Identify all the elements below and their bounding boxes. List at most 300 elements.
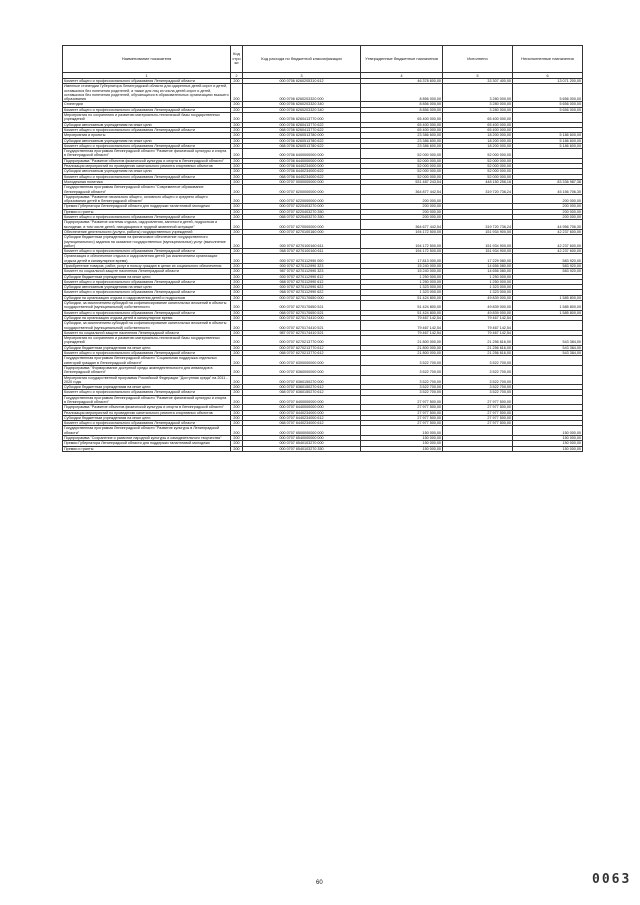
cell-unexecuted: 5 656 000,00 [513, 84, 583, 102]
cell-unexecuted: 42 237 600,00 [513, 235, 583, 249]
cell-approved: 52 000 000,00 [361, 174, 443, 179]
cell-executed: 65 400 000,00 [443, 122, 513, 127]
cell-unexecuted [513, 365, 583, 375]
cell-approved: 194 172 500,00 [361, 229, 443, 234]
table-row [63, 385, 583, 390]
cell-budget-code: 000 0707 6270213770 612 [243, 345, 361, 350]
cell-approved: 194 172 500,00 [361, 235, 443, 249]
table-row [63, 295, 583, 300]
cell-indicator-name: Премии Губернатора Ленинградской области для поддержки талантливой молодежи [63, 441, 231, 446]
cell-line-code: 200 [231, 285, 243, 290]
table-row [63, 185, 583, 195]
cell-budget-code: 000 0707 6360150270 000 [243, 375, 361, 385]
cell-budget-code: 000 0707 6500000000 000 [243, 426, 361, 436]
cell-budget-code: 000 0707 6270100160 611 [243, 235, 361, 249]
cell-unexecuted: 5 186 600,00 [513, 133, 583, 138]
cell-indicator-name: Субсидии бюджетным учреждениям на иные цели [63, 345, 231, 350]
cell-executed: 79 467 142,54 [443, 315, 513, 320]
cell-executed: 65 400 000,00 [443, 113, 513, 123]
cell-budget-code: 000 0707 6270112990 000 [243, 254, 361, 264]
cell-executed: 52 000 000,00 [443, 149, 513, 159]
cell-unexecuted [513, 356, 583, 366]
cell-budget-code: 000 0707 6200000000 000 [243, 185, 361, 195]
table-row [63, 279, 583, 284]
cell-line-code: 200 [231, 122, 243, 127]
table-row [63, 235, 583, 249]
cell-executed: 27 977 500,00 [443, 410, 513, 415]
cell-line-code: 200 [231, 138, 243, 143]
cell-executed: 21 256 616,00 [443, 351, 513, 356]
cell-executed: 3 522 700,00 [443, 385, 513, 390]
cell-line-code: 200 [231, 395, 243, 405]
cell-unexecuted: 5 656 000,00 [513, 102, 583, 107]
cell-budget-code: 000 0707 6540000000 000 [243, 436, 361, 441]
cell-budget-code: 987 0707 6270112990 323 [243, 269, 361, 274]
cell-indicator-name: Государственная программа Ленинградской области "Развитие культуры в Ленинградской области" [63, 426, 231, 436]
cell-executed: 14 656 080,00 [443, 269, 513, 274]
cell-executed: 49 839 000,00 [443, 301, 513, 311]
cell-approved: 150 000,00 [361, 446, 443, 451]
cell-indicator-name: Именные стипендии Губернатора Ленинградской области для одаренных детей-сирот и детей, оставшихся без попечения родителей, а также для лиц из числа детей-сирот и детей, оставшихся без попечения родителей, обучающихся в образовательных организациях высшего образования [64, 84, 229, 102]
cell-approved: 23 386 600,00 [361, 133, 443, 138]
table-row [63, 143, 583, 148]
cell-line-code: 200 [231, 269, 243, 274]
cell-executed: 319 720 736,24 [443, 220, 513, 230]
cell-indicator-name: Субсидии на организацию отдыха детей в каникулярное время [63, 315, 231, 320]
cell-line-code: 200 [231, 315, 243, 320]
cell-budget-code: 000 0706 6260513780 000 [243, 133, 361, 138]
cell-unexecuted: 150 000,00 [513, 436, 583, 441]
header-indicator-name: Наименование показателя [63, 46, 231, 73]
cell-line-code: 200 [231, 133, 243, 138]
cell-line-code: 200 [231, 79, 243, 84]
cell-indicator-name: Комитет общего и профессионального образования Ленинградской области [63, 79, 231, 84]
cell-line-code: 200 [231, 290, 243, 295]
cell-unexecuted: 42 237 600,00 [513, 249, 583, 254]
cell-unexecuted: 543 384,00 [513, 345, 583, 350]
cell-budget-code: 000 0707 6220000000 000 [243, 194, 361, 204]
cell-approved: 79 467 142,54 [361, 321, 443, 331]
cell-approved: 21 800 000,00 [361, 336, 443, 346]
cell-budget-code: 000 0707 6270170650 521 [243, 301, 361, 311]
cell-approved: 79 467 142,54 [361, 330, 443, 335]
cell-executed: 27 977 500,00 [443, 405, 513, 410]
table-row [63, 321, 583, 331]
cell-approved: 52 000 000,00 [361, 169, 443, 174]
cell-line-code: 200 [231, 254, 243, 264]
cell-indicator-name: Комитет общего и профессионального образования Ленинградской области [63, 279, 231, 284]
cell-approved: 23 386 600,00 [361, 143, 443, 148]
cell-line-code: 200 [231, 356, 243, 366]
cell-unexecuted: 1 585 800,00 [513, 310, 583, 315]
cell-approved: 200 000,00 [361, 215, 443, 220]
cell-line-code: 200 [231, 158, 243, 163]
table-header-row [63, 46, 583, 73]
cell-line-code: 200 [231, 321, 243, 331]
cell-line-code: 200 [231, 204, 243, 209]
cell-unexecuted [513, 395, 583, 405]
cell-unexecuted [513, 375, 583, 385]
cell-executed: 27 977 500,00 [443, 395, 513, 405]
cell-indicator-name: Комитет общего и профессионального образования Ленинградской области [63, 107, 231, 112]
table-row [63, 220, 583, 230]
cell-line-code: 200 [231, 220, 243, 230]
cell-approved: 364 677 442,54 [361, 220, 443, 230]
cell-executed: 3 522 700,00 [443, 375, 513, 385]
cell-approved: 65 400 000,00 [361, 113, 443, 123]
cell-line-code: 200 [231, 235, 243, 249]
cell-budget-code: 000 0707 6440234000 612 [243, 415, 361, 420]
table-row [63, 315, 583, 320]
cell-indicator-name: Субсидии бюджетным учреждениям на иные цели [63, 274, 231, 279]
cell-line-code: 200 [231, 446, 243, 451]
table-row [63, 395, 583, 405]
cell-approved: 3 522 700,00 [361, 385, 443, 390]
header-approved: Утвержденные бюджетные назначения [361, 46, 443, 73]
cell-approved: 79 467 142,54 [361, 315, 443, 320]
cell-executed: 33 307 400,00 [443, 79, 513, 84]
column-number: 4 [361, 73, 443, 79]
table-row [63, 79, 583, 84]
table-row [63, 84, 583, 102]
cell-unexecuted: 583 920,00 [513, 263, 583, 268]
cell-budget-code: 000 0707 6300000000 000 [243, 356, 361, 366]
cell-indicator-name: Подпрограмма "Развитие начального общего, основного общего и среднего общего образования детей в Ленинградской области" [63, 194, 231, 204]
cell-approved: 15 240 000,00 [361, 263, 443, 268]
cell-executed: 18 200 000,00 [443, 133, 513, 138]
cell-indicator-name: Государственная программа Ленинградской области "Современное образование Ленинградской области" [63, 185, 231, 195]
cell-executed: 27 977 500,00 [443, 421, 513, 426]
table-row [63, 330, 583, 335]
cell-approved: 150 000,00 [361, 441, 443, 446]
cell-budget-code: 000 0706 6440000000 000 [243, 158, 361, 163]
cell-indicator-name: Подпрограмма "Формирование доступной среды жизнедеятельности для инвалидов в Ленинградской области" [63, 365, 231, 375]
cell-line-code: 200 [231, 345, 243, 350]
cell-executed [443, 426, 513, 436]
cell-budget-code: 000 0707 6270170650 000 [243, 295, 361, 300]
table-row [63, 254, 583, 264]
budget-execution-table [62, 45, 583, 452]
cell-approved: 21 800 000,00 [361, 351, 443, 356]
cell-budget-code: 000 0706 6440234000 000 [243, 164, 361, 169]
cell-line-code: 200 [231, 385, 243, 390]
cell-budget-code: 000 0707 6270112990 622 [243, 285, 361, 290]
cell-executed: 3 280 000,00 [443, 84, 513, 102]
table-row [63, 426, 583, 436]
cell-indicator-name: Приобретение товаров, работ, услуг в пользу граждан в целях их социального обеспечения [63, 263, 231, 268]
table-row [63, 390, 583, 395]
cell-line-code: 200 [231, 301, 243, 311]
cell-approved: 51 424 800,00 [361, 310, 443, 315]
cell-approved: 65 400 000,00 [361, 127, 443, 132]
cell-budget-code: 068 0707 6270112990 622 [243, 290, 361, 295]
cell-indicator-name: Комитет общего и профессионального образования Ленинградской области [63, 127, 231, 132]
cell-indicator-name: Субсидии, за исключением субсидий на софинансирование капитальных вложений в объекты государственной (муниципальной) собственности [63, 321, 231, 331]
cell-approved: 150 000,00 [361, 436, 443, 441]
cell-indicator-name: Комитет общего и профессионального образования Ленинградской области [63, 249, 231, 254]
cell-budget-code: 000 0707 6400000000 000 [243, 395, 361, 405]
cell-unexecuted: 44 956 706,30 [513, 220, 583, 230]
page-number: 60 [316, 880, 323, 886]
cell-indicator-name: Подпрограмма "Развитие объектов физической культуры и спорта в Ленинградской области" [63, 158, 231, 163]
table-row [63, 149, 583, 159]
column-number: 2 [231, 73, 243, 79]
cell-executed: 18 200 000,00 [443, 143, 513, 148]
cell-executed: 52 000 000,00 [443, 164, 513, 169]
cell-indicator-name: Обеспечение деятельности (услуги, работы) государственных учреждений [63, 229, 231, 234]
cell-indicator-name: Реализация мероприятий по проведению капитального ремонта спортивных объектов [63, 164, 231, 169]
cell-budget-code: 068 0707 6270213770 612 [243, 351, 361, 356]
header-unexecuted: Неисполненные назначения [513, 46, 583, 73]
cell-budget-code: 000 0707 6220403270 350 [243, 209, 361, 214]
cell-budget-code: 000 0707 6440234000 000 [243, 410, 361, 415]
table-row [63, 405, 583, 410]
cell-unexecuted: 583 920,00 [513, 269, 583, 274]
cell-unexecuted [513, 321, 583, 331]
cell-budget-code: 000 0707 6270112990 323 [243, 263, 361, 268]
cell-approved: 27 977 500,00 [361, 405, 443, 410]
cell-budget-code: 068 0707 6270112990 612 [243, 279, 361, 284]
column-number: 5 [443, 73, 513, 79]
cell-line-code: 200 [231, 274, 243, 279]
cell-approved: 8 856 000,00 [361, 102, 443, 107]
cell-line-code: 200 [231, 410, 243, 415]
cell-budget-code: 000 0707 6270174410 521 [243, 321, 361, 331]
table-row [63, 375, 583, 385]
cell-unexecuted: 5 656 000,00 [513, 107, 583, 112]
table-row [63, 194, 583, 204]
cell-executed: 52 000 000,00 [443, 169, 513, 174]
table-row [63, 351, 583, 356]
cell-line-code: 200 [231, 441, 243, 446]
cell-approved: 52 000 000,00 [361, 158, 443, 163]
cell-indicator-name: Мероприятия по сохранению и развитию материально-технической базы государственных учреждений [63, 336, 231, 346]
cell-approved: 8 856 000,00 [361, 107, 443, 112]
cell-budget-code: 000 0706 6260513780 622 [243, 138, 361, 143]
cell-unexecuted: 200 000,00 [513, 204, 583, 209]
cell-executed: 1 250 000,00 [443, 274, 513, 279]
cell-indicator-name: Комитет общего и профессионального образования Ленинградской области [63, 310, 231, 315]
cell-budget-code: 000 0707 6270000000 000 [243, 220, 361, 230]
cell-budget-code: 000 0707 6270213770 000 [243, 336, 361, 346]
header-line-code: Код стро ки [231, 46, 243, 73]
cell-line-code: 200 [231, 415, 243, 420]
cell-budget-code: 000 0706 6260205310 612 [243, 79, 361, 84]
cell-line-code: 200 [231, 113, 243, 123]
cell-unexecuted [513, 149, 583, 159]
cell-approved: 27 977 500,00 [361, 421, 443, 426]
cell-line-code: 200 [231, 209, 243, 214]
table-row [63, 127, 583, 132]
cell-executed: 14 656 080,00 [443, 263, 513, 268]
column-number: 1 [63, 73, 231, 79]
table-row [63, 169, 583, 174]
cell-approved: 21 800 000,00 [361, 345, 443, 350]
cell-indicator-name: Организация и обеспечение отдыха и оздоровления детей (за исключением организации отдыха детей в каникулярное время) [63, 254, 231, 264]
cell-indicator-name: Субсидии автономным учреждениям на иные цели [63, 138, 231, 143]
cell-line-code: 200 [231, 330, 243, 335]
table-row [63, 285, 583, 290]
cell-indicator-name: Подпрограмма "Развитие объектов физической культуры и спорта в Ленинградской области" [63, 405, 231, 410]
cell-approved: 364 877 442,54 [361, 185, 443, 195]
cell-executed: 52 000 000,00 [443, 158, 513, 163]
cell-executed: 3 280 000,00 [443, 102, 513, 107]
table-row [63, 345, 583, 350]
cell-line-code: 200 [231, 405, 243, 410]
cell-indicator-name: Подпрограмма "Сохранение и развитие народной культуры и самодеятельного творчества" [63, 436, 231, 441]
cell-executed [443, 194, 513, 204]
cell-indicator-name: Субсидии бюджетным учреждениям на иные цели [63, 385, 231, 390]
table-row [63, 229, 583, 234]
cell-executed: 151 934 900,00 [443, 229, 513, 234]
cell-line-code: 200 [231, 149, 243, 159]
cell-approved: 1 250 000,00 [361, 279, 443, 284]
cell-approved: 3 522 700,00 [361, 356, 443, 366]
cell-executed: 79 467 142,54 [443, 330, 513, 335]
cell-approved: 65 400 000,00 [361, 122, 443, 127]
cell-executed: 1 323 000,00 [443, 285, 513, 290]
cell-indicator-name: Субсидии автономным учреждениям на иные цели [63, 285, 231, 290]
cell-indicator-name: Премии и гранты [63, 209, 231, 214]
cell-budget-code: 068 0707 6220403270 350 [243, 215, 361, 220]
cell-line-code: 200 [231, 229, 243, 234]
cell-budget-code: 000 0706 6260413770 000 [243, 113, 361, 123]
table-row [63, 269, 583, 274]
cell-approved: 200 000,00 [361, 194, 443, 204]
cell-approved: 27 977 500,00 [361, 410, 443, 415]
cell-line-code: 200 [231, 390, 243, 395]
cell-executed: 49 839 000,00 [443, 310, 513, 315]
cell-approved: 1 250 000,00 [361, 274, 443, 279]
cell-executed: 1 250 000,00 [443, 279, 513, 284]
cell-executed: 49 839 000,00 [443, 295, 513, 300]
cell-indicator-name: Мероприятия и проекты [63, 133, 231, 138]
cell-executed: 151 934 900,00 [443, 235, 513, 249]
cell-budget-code: 000 0707 6270100160 000 [243, 229, 361, 234]
cell-line-code: 200 [231, 215, 243, 220]
cell-unexecuted [513, 113, 583, 123]
cell-budget-code: 987 0707 6270174410 521 [243, 330, 361, 335]
cell-approved: 150 000,00 [361, 426, 443, 436]
cell-line-code: 200 [231, 295, 243, 300]
cell-budget-code: 000 0706 6260203320 000 [243, 84, 361, 102]
table-row [63, 164, 583, 169]
table-row [63, 122, 583, 127]
cell-indicator-name: Стипендии [63, 102, 231, 107]
cell-approved: 194 172 500,00 [361, 249, 443, 254]
cell-budget-code: 000 0706 6260413770 622 [243, 122, 361, 127]
cell-unexecuted: 42 237 600,00 [513, 229, 583, 234]
cell-budget-code: 068 0706 6440234000 622 [243, 174, 361, 179]
cell-line-code: 200 [231, 164, 243, 169]
cell-budget-code: 068 0707 6270100160 611 [243, 249, 361, 254]
cell-unexecuted: 200 000,00 [513, 194, 583, 204]
cell-executed: 21 256 616,00 [443, 345, 513, 350]
cell-executed: 3 280 000,00 [443, 107, 513, 112]
cell-indicator-name: Комитет общего и профессионального образования Ленинградской области [63, 390, 231, 395]
table-row [63, 274, 583, 279]
cell-line-code: 200 [231, 351, 243, 356]
header-budget-code: Код расхода по бюджетной классификации [243, 46, 361, 73]
cell-budget-code: 068 0706 6260513780 622 [243, 143, 361, 148]
table-row [63, 336, 583, 346]
cell-approved: 8 856 000,00 [361, 84, 443, 102]
cell-budget-code: 000 0706 6260203320 340 [243, 107, 361, 112]
cell-budget-code: 000 0706 6440234000 622 [243, 169, 361, 174]
sheet-stamp-number: 0063 [592, 872, 632, 887]
cell-budget-code: 000 0707 6440000000 000 [243, 405, 361, 410]
cell-indicator-name: Комитет общего и профессионального образования Ленинградской области [63, 215, 231, 220]
cell-executed: 79 467 142,54 [443, 321, 513, 331]
table-row [63, 365, 583, 375]
cell-indicator-name: Мероприятия государственной программы Российской Федерации "Доступная среда" на 2011 - 2020 годы [63, 375, 231, 385]
cell-approved: 52 000 000,00 [361, 164, 443, 169]
cell-line-code: 200 [231, 279, 243, 284]
cell-unexecuted: 583 920,00 [513, 254, 583, 264]
cell-unexecuted: 5 186 600,00 [513, 138, 583, 143]
table-row [63, 263, 583, 268]
cell-executed: 18 200 000,00 [443, 138, 513, 143]
table-row [63, 415, 583, 420]
cell-unexecuted: 1 585 800,00 [513, 301, 583, 311]
cell-executed: 151 934 900,00 [443, 249, 513, 254]
cell-approved: 531 487 243,54 [361, 179, 443, 184]
cell-indicator-name: Комитет общего и профессионального образования Ленинградской области [63, 351, 231, 356]
cell-line-code: 200 [231, 143, 243, 148]
cell-unexecuted: 543 384,00 [513, 351, 583, 356]
table-row [63, 113, 583, 123]
cell-approved: 3 522 700,00 [361, 375, 443, 385]
cell-indicator-name: Субсидии бюджетным учреждениям на иные цели [63, 415, 231, 420]
cell-approved: 51 424 800,00 [361, 301, 443, 311]
cell-executed: 27 977 500,00 [443, 415, 513, 420]
cell-indicator-name: Субсидии, за исключением субсидий на софинансирование капитальных вложений в объекты государственной (муниципальной) собственности [63, 301, 231, 311]
cell-executed: 3 522 700,00 [443, 365, 513, 375]
cell-line-code: 200 [231, 426, 243, 436]
cell-line-code: 200 [231, 365, 243, 375]
cell-executed: 52 000 000,00 [443, 174, 513, 179]
cell-budget-code: 000 0706 6400000000 000 [243, 149, 361, 159]
cell-approved: 15 240 000,00 [361, 269, 443, 274]
cell-indicator-name: Комитет общего и профессионального образования Ленинградской области [63, 143, 231, 148]
cell-unexecuted: 200 000,00 [513, 215, 583, 220]
cell-approved: 17 813 000,00 [361, 254, 443, 264]
cell-indicator-name: Подпрограмма "Развитие системы отдыха, оздоровления, занятости детей, подростков и молодежи, в том числе детей, находящихся в трудной жизненной ситуации" [63, 220, 231, 230]
table-row [63, 158, 583, 163]
cell-unexecuted: 150 000,00 [513, 426, 583, 436]
cell-approved: 46 378 600,00 [361, 79, 443, 84]
cell-executed: 21 256 616,00 [443, 336, 513, 346]
cell-unexecuted: 150 000,00 [513, 446, 583, 451]
cell-approved: 23 386 600,00 [361, 138, 443, 143]
cell-approved: 1 323 000,00 [361, 290, 443, 295]
cell-indicator-name: Субсидии автономным учреждениям на иные цели [63, 169, 231, 174]
cell-line-code: 200 [231, 263, 243, 268]
table-row [63, 249, 583, 254]
cell-executed: 3 522 700,00 [443, 390, 513, 395]
cell-unexecuted: 45 156 706,30 [513, 185, 583, 195]
cell-indicator-name: Комитет по социальной защите населения Ленинградской области [63, 269, 231, 274]
cell-executed: 448 150 256,16 [443, 179, 513, 184]
cell-budget-code: 068 0707 6360150270 612 [243, 390, 361, 395]
cell-line-code: 200 [231, 336, 243, 346]
cell-budget-code: 000 0707 6270174410 000 [243, 315, 361, 320]
column-number: 3 [243, 73, 361, 79]
cell-budget-code: 000 0707 6540103270 000 [243, 441, 361, 446]
cell-indicator-name: Субсидии на организацию отдыха и оздоровления детей и подростков [63, 295, 231, 300]
cell-unexecuted: 1 585 800,00 [513, 295, 583, 300]
cell-approved: 200 000,00 [361, 204, 443, 209]
